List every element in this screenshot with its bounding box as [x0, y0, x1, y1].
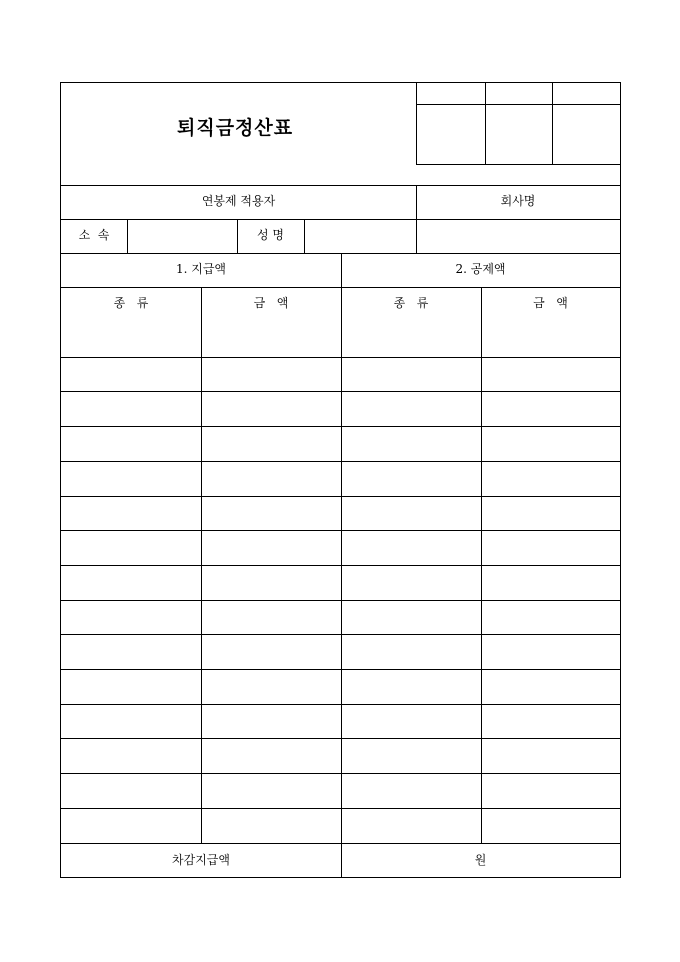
payment-type-header: 종 류: [113, 296, 149, 310]
deduction-amount-cell[interactable]: [482, 566, 620, 598]
deduction-amount-cell[interactable]: [482, 739, 620, 771]
payment-amount-header: 금 액: [253, 296, 289, 310]
deduction-amount-cell[interactable]: [482, 670, 620, 702]
payment-type-cell[interactable]: [61, 809, 200, 841]
deduction-amount-cell[interactable]: [482, 462, 620, 494]
payment-amount-cell[interactable]: [202, 705, 341, 737]
deduction-type-cell[interactable]: [342, 774, 481, 806]
deduction-amount-cell[interactable]: [482, 392, 620, 424]
payment-type-cell[interactable]: [61, 774, 200, 806]
deduction-type-cell[interactable]: [342, 566, 481, 598]
payment-amount-cell[interactable]: [202, 358, 341, 390]
net-payment-label: 차감지급액: [172, 853, 230, 867]
payment-section-label: 1. 지급액: [175, 262, 227, 276]
payment-amount-cell[interactable]: [202, 670, 341, 702]
approval-cell-1-sign[interactable]: [417, 105, 484, 163]
deduction-amount-cell[interactable]: [482, 635, 620, 667]
deduction-type-cell[interactable]: [342, 358, 481, 390]
deduction-amount-cell[interactable]: [482, 323, 620, 355]
dept-field[interactable]: [128, 220, 236, 252]
payment-type-cell[interactable]: [61, 427, 200, 459]
payment-amount-cell[interactable]: [202, 427, 341, 459]
deduction-amount-cell[interactable]: [482, 427, 620, 459]
name-label: 성 명: [257, 228, 284, 242]
deduction-section-label: 2. 공제액: [455, 262, 506, 276]
header-divider: [61, 185, 620, 186]
payment-amount-cell[interactable]: [202, 462, 341, 494]
deduction-type-cell[interactable]: [342, 531, 481, 563]
currency-unit: 원: [474, 853, 487, 867]
deduction-type-cell[interactable]: [342, 323, 481, 355]
payment-amount-cell[interactable]: [202, 566, 341, 598]
payment-type-cell[interactable]: [61, 601, 200, 633]
approval-cell-3-header[interactable]: [553, 84, 620, 104]
payment-amount-cell[interactable]: [202, 809, 341, 841]
payment-type-cell[interactable]: [61, 497, 200, 529]
form-title: 퇴직금정산표: [177, 117, 294, 139]
deduction-type-cell[interactable]: [342, 392, 481, 424]
deduction-type-cell[interactable]: [342, 670, 481, 702]
dept-label: 소 속: [78, 228, 110, 242]
approval-cell-2-header[interactable]: [486, 84, 551, 104]
deduction-type-cell[interactable]: [342, 635, 481, 667]
payment-amount-cell[interactable]: [202, 497, 341, 529]
company-name-label: 회사명: [500, 194, 536, 208]
deduction-type-cell[interactable]: [342, 462, 481, 494]
deduction-type-cell[interactable]: [342, 427, 481, 459]
deduction-type-cell[interactable]: [342, 739, 481, 771]
payment-type-cell[interactable]: [61, 323, 200, 355]
payment-type-cell[interactable]: [61, 670, 200, 702]
payment-type-cell[interactable]: [61, 635, 200, 667]
severance-settlement-form: [60, 82, 621, 878]
deduction-type-header: 종 류: [393, 296, 429, 310]
deduction-amount-cell[interactable]: [482, 774, 620, 806]
deduction-amount-cell[interactable]: [482, 705, 620, 737]
column-header-top: [61, 287, 620, 288]
payment-amount-cell[interactable]: [202, 601, 341, 633]
payment-type-cell[interactable]: [61, 358, 200, 390]
approval-cell-2-sign[interactable]: [486, 105, 551, 163]
name-field[interactable]: [305, 220, 415, 252]
deduction-type-cell[interactable]: [342, 497, 481, 529]
payment-type-cell[interactable]: [61, 705, 200, 737]
payment-amount-cell[interactable]: [202, 635, 341, 667]
payment-amount-cell[interactable]: [202, 392, 341, 424]
payment-amount-cell[interactable]: [202, 323, 341, 355]
payment-type-cell[interactable]: [61, 739, 200, 771]
footer-top-line: [61, 843, 620, 844]
company-name-field[interactable]: [417, 220, 620, 252]
payment-type-cell[interactable]: [61, 566, 200, 598]
payment-amount-cell[interactable]: [202, 774, 341, 806]
approval-bottom-line: [416, 164, 621, 165]
deduction-amount-cell[interactable]: [482, 531, 620, 563]
payment-type-cell[interactable]: [61, 462, 200, 494]
deduction-amount-cell[interactable]: [482, 601, 620, 633]
deduction-amount-cell[interactable]: [482, 497, 620, 529]
approval-cell-1-header[interactable]: [417, 84, 484, 104]
deduction-amount-cell[interactable]: [482, 809, 620, 841]
payment-amount-cell[interactable]: [202, 531, 341, 563]
deduction-amount-cell[interactable]: [482, 358, 620, 390]
salary-type-label: 연봉제 적용자: [201, 194, 276, 208]
deduction-type-cell[interactable]: [342, 809, 481, 841]
deduction-amount-header: 금 액: [533, 296, 568, 310]
approval-cell-3-sign[interactable]: [553, 105, 620, 163]
payment-type-cell[interactable]: [61, 531, 200, 563]
payment-amount-cell[interactable]: [202, 739, 341, 771]
deduction-type-cell[interactable]: [342, 601, 481, 633]
payment-type-cell[interactable]: [61, 392, 200, 424]
deduction-type-cell[interactable]: [342, 705, 481, 737]
